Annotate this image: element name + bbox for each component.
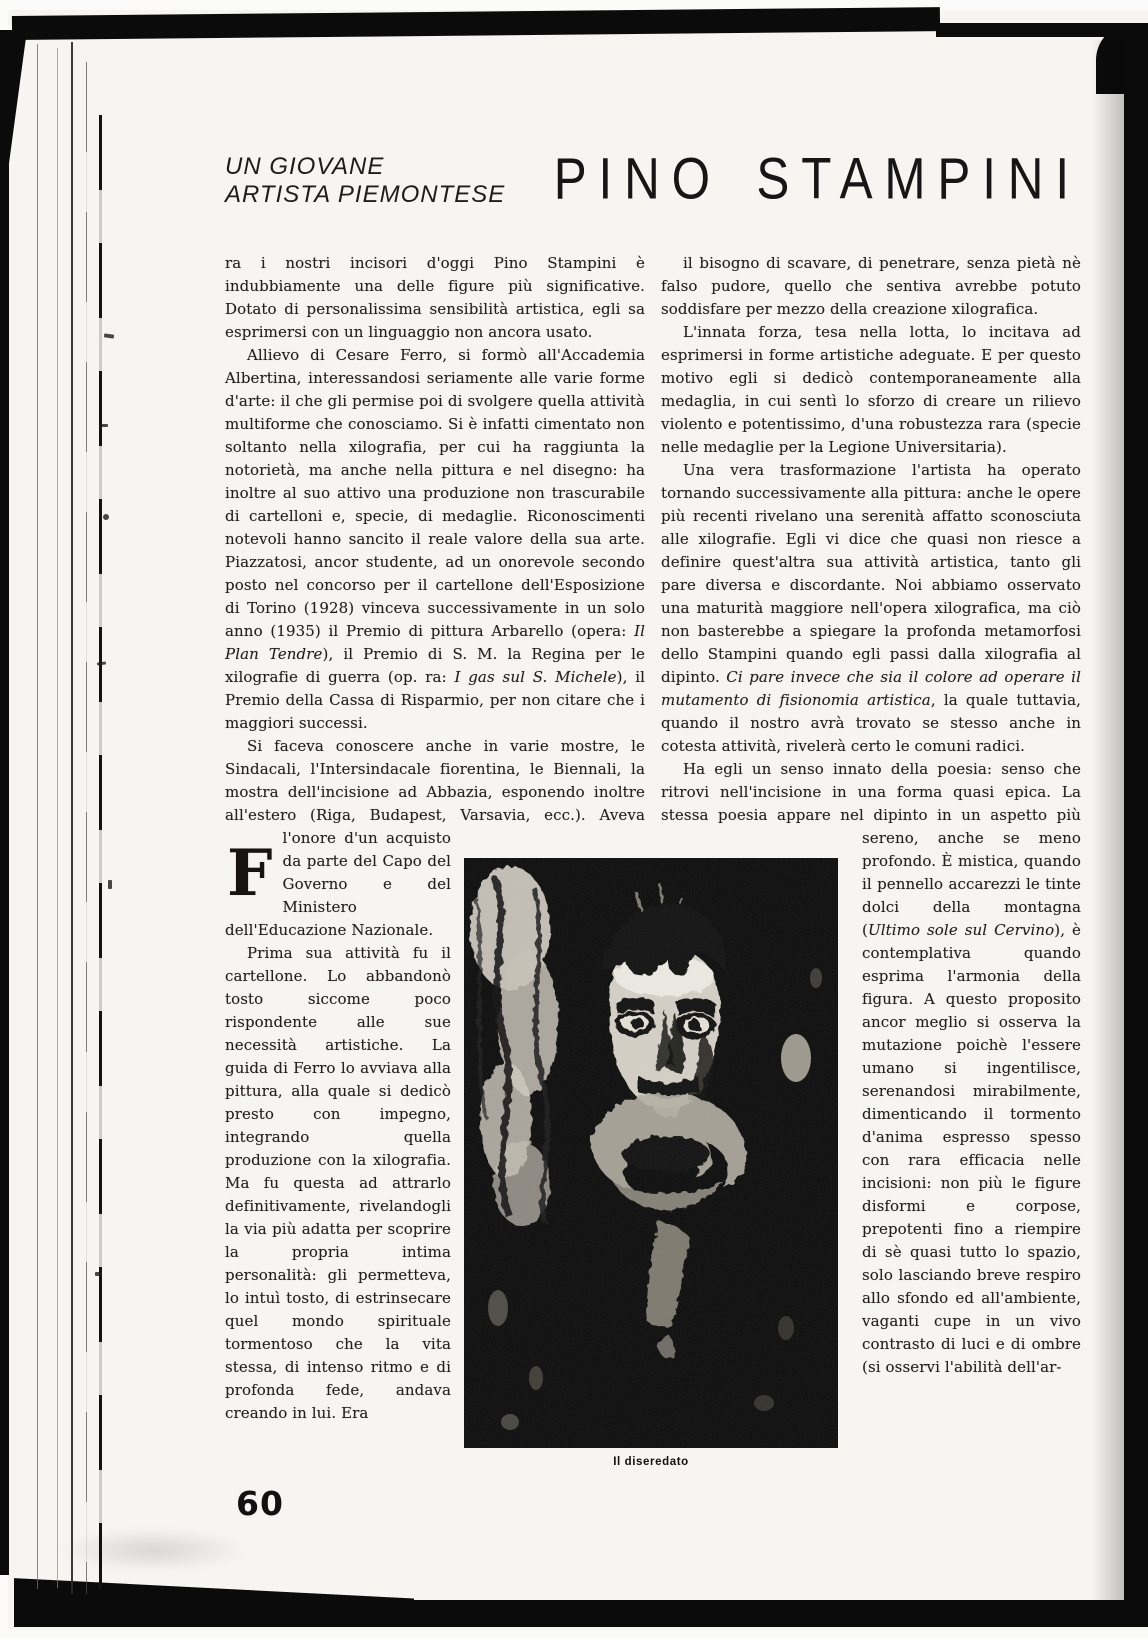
drop-cap: F (227, 836, 273, 911)
page-edge-line (37, 44, 38, 1589)
italic-text-run: Ultimo sole sul Cervino (867, 921, 1055, 939)
page-edge-line (99, 115, 102, 1590)
page-title: PINO STAMPINI (553, 147, 1081, 213)
page-edge-mark (100, 424, 108, 427)
text-run: Prima sua attività fu il cartellone. Lo abbandonò tosto siccome poco rispondente alle sue necessità artistiche. La guida di Ferro lo avviava alla pittura, alla quale si dedicò presto con impegno, integrando quella produzione con la xilografia. Ma fu questa ad attrarlo definitivamente, rivelandogli la via più adatta per scoprire la propria intima personalità: gli permetteva, lo intuì tosto, di estrinsecare quel mondo spirituale tormentoso che la vita stessa, di intenso ritmo e di profonda fede, andava creando in lui. Era (225, 944, 451, 1422)
text-run: Una vera trasformazione l'artista ha operato tornando successivamente alla pittura: anche le opere più recenti rivelano una serenità affatto sconosciuta alle xilografie. Egli vi dice che quasi non riesce a definire quest'altra sua attività artistica, tanto gli pare diversa e discordante. Noi abbiamo osservato una maturità maggiore nell'opera xilografica, ma ciò non basterebbe a spiegare la profonda metamorfosi dello Stampini quando egli passi dalla xilografia al dipinto. (661, 461, 1081, 686)
text-run: , la quale tuttavia, quando il nostro avrà trovato se stesso anche in cotesta attività, rivelerà certo le comuni radici. (661, 691, 1081, 755)
paragraph (225, 344, 645, 735)
page-edge-mark (108, 880, 112, 889)
figure-caption: Il diseredato (613, 1456, 689, 1468)
italic-text-run: Ci pare invece che sia il colore ad operare il mutamento di fisionomia artistica (661, 668, 1081, 709)
page-edge-line (57, 48, 58, 1588)
page-edge-mark (103, 514, 109, 520)
kicker (225, 153, 505, 210)
page-number: 60 (236, 1484, 284, 1523)
scan-left-bar (0, 30, 9, 1575)
page-edge-line (71, 42, 73, 1594)
italic-text-run: I gas sul S. Michele (454, 668, 617, 686)
kicker-line-1: UN GIOVANE (225, 153, 385, 180)
text-run: L'innata forza, tesa nella lotta, lo incitava ad esprimersi in forme artistiche adeguate. E per questo motivo egli si dedicò contemporaneamente alla medaglia, in cui sentì lo sforzo di creare un rilievo violento e potentissimo, d'una robustezza rara (specie nelle medaglie per la Legione Universitaria). (661, 323, 1081, 456)
paragraph (661, 321, 1081, 459)
text-run: Ha egli un senso innato della poesia: senso che ritrovi nell'incisione in una forma quasi epica. La stessa poesia appare nel dipinto in un aspetto più sereno, anche se meno profondo. È mistica, quando il pennello accarezzi le tinte dolci della montagna ( (661, 760, 1081, 939)
portrait-artwork (464, 858, 838, 1448)
text-run: Allievo di Cesare Ferro, si formò all'Accademia Albertina, interessandosi seriamente alle varie forme d'arte: il che gli permise poi di svolgere quella attività multiforme che conosciamo. Si è infatti cimentato non soltanto nella xilografia, per cui ha raggiunta la notorietà, ma anche nella pittura e nel disegno: ha inoltre al suo attivo una produzione non trascurabile di cartelloni e, specie, di medaglie. Riconoscimenti notevoli hanno sancito il reale valore della sua arte. Piazzatosi, ancor studente, ad un onorevole secondo posto nel concorso per il cartellone dell'Esposizione di Torino (1928) vinceva successivamente in un solo anno (1935) il Premio di pittura Arbarello (opera: (225, 346, 645, 640)
italic-text-run: Il Plan Tendre (225, 622, 645, 663)
scan-smudge (58, 1528, 248, 1572)
gutter-shadow (1092, 40, 1124, 1600)
portrait-painting-image (464, 858, 838, 1448)
page-edge-line (86, 62, 87, 1594)
paragraph (661, 252, 1081, 321)
scan-right-bar (1124, 40, 1148, 1620)
figure-wrap-spacer (645, 252, 646, 842)
text-run: il bisogno di scavare, di penetrare, senza pietà nè falso pudore, quello che sentiva avrebbe potuto soddisfare per mezzo della creazione xilografica. (661, 254, 1081, 318)
page-edge-mark (95, 1272, 102, 1276)
kicker-line-2: ARTISTA PIEMONTESE (225, 181, 506, 209)
article-header (225, 146, 1081, 216)
text-run: ra i nostri incisori d'oggi Pino Stampini è indubbiamente una delle figure più significative. Dotato di personalissima sensibilità artistica, egli sa esprimersi con un linguaggio non ancora usato. (225, 254, 645, 341)
text-run: ), il Premio di S. M. la Regina per le xilografie di guerra (op. ra: (225, 645, 645, 686)
text-run: ), il Premio della Cassa di Risparmio, per non citare che i maggiori successi. (225, 668, 645, 732)
paragraph (661, 459, 1081, 758)
text-run: Si faceva conoscere anche in varie mostre, le Sindacali, l'Intersindacale fiorentina, le Biennali, la mostra dell'incisione ad Abbazia, esponendo inoltre all'estero (Riga, Budapest, Varsavia, ecc.). Aveva l'onore d'un acquisto da parte del Capo del Governo e del Ministero dell'Educazione Nazionale. (225, 737, 645, 939)
text-run: ), è contemplativa quando esprima l'armonia della figura. A questo proposito ancor meglio si osserva la mutazione poichè l'essere umano si ingentilisce, serenandosi mirabilmente, dimenticando il tormento d'anima espresso spesso con rara efficacia nelle incisioni: non più le figure disformi e corpose, prepotenti fino a riempire di sè quasi tutto lo spazio, solo lasciando breve respiro allo sfondo ed all'ambiente, vaganti cupe in un vivo contrasto di luci e di ombre (si osservi l'abilità dell'ar- (862, 921, 1081, 1376)
